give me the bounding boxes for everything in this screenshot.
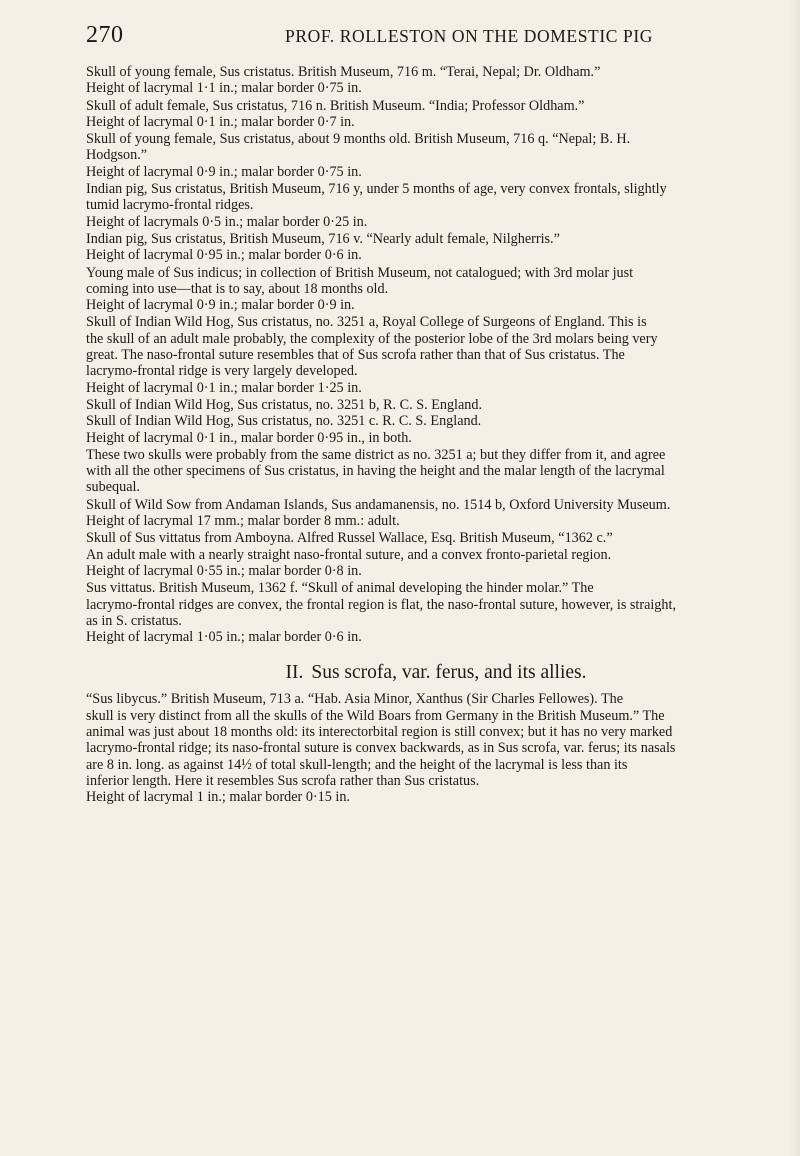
specimen-entry [86, 265, 786, 314]
section-numeral: II. [285, 662, 304, 684]
text-line: tumid lacrymo-frontal ridges. [86, 197, 254, 214]
text-line: Height of lacrymal 0·1 in.; malar border 1·25 in. [86, 379, 362, 396]
specimen-entry [86, 131, 786, 180]
text-line: Skull of Sus vittatus from Amboyna. Alfred Russel Wallace, Esq. British Museum, “1362 c.” [86, 530, 613, 547]
text-line: coming into use—that is to say, about 18 months old. [86, 280, 389, 297]
text-line: Height of lacrymal 1·1 in.; malar border 0·75 in. [86, 80, 362, 97]
text-line: Hodgson.” [86, 147, 148, 164]
section-heading [86, 661, 786, 685]
running-title: PROF. ROLLESTON ON THE DOMESTIC PIG [285, 26, 654, 46]
specimen-entry [86, 98, 786, 131]
text-line: Height of lacrymal 17 mm.; malar border 8 mm.: adult. [86, 513, 400, 530]
text-line: are 8 in. long. as against 14½ of total skull-length; and the height of the lacrymal is less than its [86, 756, 628, 773]
text-line: Skull of Indian Wild Hog, Sus cristatus, no. 3251 c. R. C. S. England. [86, 413, 482, 430]
text-line: “Sus libycus.” British Museum, 713 a. “Hab. Asia Minor, Xanthus (Sir Charles Fellowes). The [86, 691, 624, 708]
specimen-entry [86, 447, 786, 496]
specimen-entry [86, 314, 786, 395]
text-line: Height of lacrymal 0·1 in.; malar border 0·7 in. [86, 113, 355, 130]
text-line: as in S. cristatus. [86, 612, 182, 629]
text-line: Height of lacrymal 1·05 in.; malar border 0·6 in. [86, 629, 362, 646]
text-line: These two skulls were probably from the same district as no. 3251 a; but they differ from it, and agree [86, 446, 666, 463]
text-line: subequal. [86, 479, 140, 496]
text-line: Height of lacrymal 0·95 in.; malar border 0·6 in. [86, 247, 362, 264]
specimen-entry [86, 530, 786, 579]
text-line: An adult male with a nearly straight naso-frontal suture, and a convex fronto-parietal region. [86, 546, 612, 563]
text-line: Indian pig, Sus cristatus, British Museum, 716 y, under 5 months of age, very convex frontals, slightly [86, 181, 667, 198]
specimen-entry [86, 497, 786, 530]
text-line: Height of lacrymals 0·5 in.; malar border 0·25 in. [86, 213, 368, 230]
text-line: Skull of Wild Sow from Andaman Islands, Sus andamanensis, no. 1514 b, Oxford University Museum. [86, 496, 671, 513]
text-line: Height of lacrymal 0·1 in., malar border 0·95 in., in both. [86, 429, 412, 446]
text-line: Height of lacrymal 0·9 in.; malar border 0·75 in. [86, 163, 362, 180]
text-line: lacrymo-frontal ridge; its naso-frontal suture is convex backwards, as in Sus scrofa, var. ferus; its nasals [86, 740, 676, 757]
page-number: 270 [86, 22, 124, 48]
specimen-entry [86, 691, 786, 805]
text-line: Skull of adult female, Sus cristatus, 716 n. British Museum. “India; Professor Oldham.” [86, 97, 585, 114]
text-line: Skull of Indian Wild Hog, Sus cristatus, no. 3251 a, Royal College of Surgeons of England. This is [86, 314, 647, 331]
text-line: lacrymo-frontal ridge is very largely developed. [86, 363, 358, 380]
text-line: lacrymo-frontal ridges are convex, the frontal region is flat, the naso-frontal suture, however, is straight, [86, 596, 676, 613]
text-line: Skull of Indian Wild Hog, Sus cristatus, no. 3251 b, R. C. S. England. [86, 396, 483, 413]
text-line: great. The naso-frontal suture resembles that of Sus scrofa rather than that of Sus cristatus. The [86, 347, 625, 364]
text-line: with all the other specimens of Sus cristatus, in having the height and the malar length of the lacrymal [86, 463, 665, 480]
text-line: animal was just about 18 months old: its interectorbital region is still convex; but it has no very marked [86, 723, 673, 740]
text-line: Height of lacrymal 1 in.; malar border 0·15 in. [86, 789, 350, 806]
specimen-entry [86, 580, 786, 645]
text-line: Indian pig, Sus cristatus, British Museum, 716 v. “Nearly adult female, Nilgherris.” [86, 230, 560, 247]
text-line: Young male of Sus indicus; in collection of British Museum, not catalogued; with 3rd molar just [86, 264, 634, 281]
body-text [86, 64, 786, 806]
specimen-entry [86, 231, 786, 264]
specimen-entry [86, 397, 786, 446]
specimen-entry [86, 64, 786, 97]
text-line: Height of lacrymal 0·55 in.; malar border 0·8 in. [86, 562, 362, 579]
text-line: inferior length. Here it resembles Sus scrofa rather than Sus cristatus. [86, 772, 480, 789]
running-head [86, 22, 786, 52]
specimen-entry [86, 181, 786, 230]
page-edge-shadow [790, 0, 800, 1156]
text-line: Sus vittatus. British Museum, 1362 f. “Skull of animal developing the hinder molar.” The [86, 580, 594, 597]
text-line: the skull of an adult male probably, the complexity of the posterior lobe of the 3rd molars being very [86, 330, 658, 347]
text-line: Skull of young female, Sus cristatus, about 9 months old. British Museum, 716 q. “Nepal; B. H. [86, 131, 631, 148]
section-title: Sus scrofa, var. ferus, and its allies. [311, 662, 587, 684]
text-line: skull is very distinct from all the skulls of the Wild Boars from Germany in the British Museum.” The [86, 707, 665, 724]
text-line: Height of lacrymal 0·9 in.; malar border 0·9 in. [86, 297, 355, 314]
text-line: Skull of young female, Sus cristatus. British Museum, 716 m. “Terai, Nepal; Dr. Oldham.” [86, 64, 601, 80]
